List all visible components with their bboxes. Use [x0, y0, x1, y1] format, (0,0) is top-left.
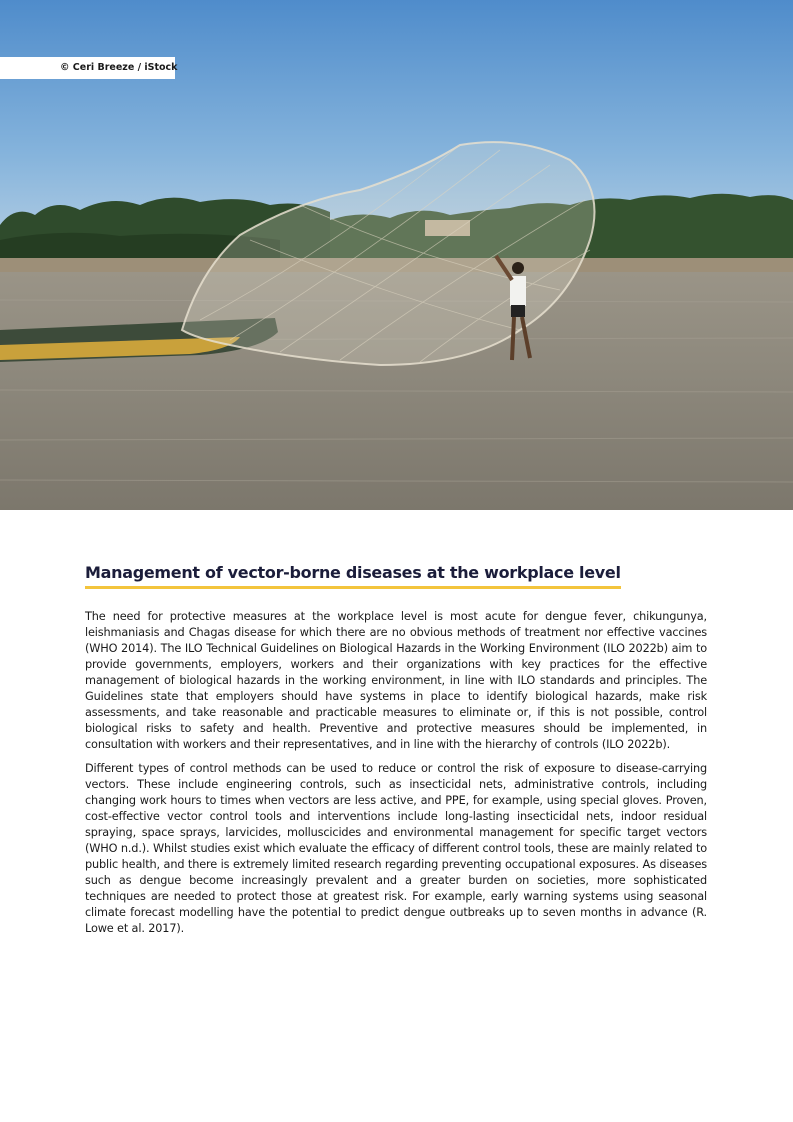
- header-photo: [0, 0, 793, 510]
- paragraph: Different types of control methods can be used to reduce or control the risk of exposure to disease-carrying vectors. These include engineering controls, such as insecticidal nets, administrative controls, including changing work hours to times when vectors are less active, and PPE, for example, using special gloves. Proven, cost-effective vector control tools and interventions include long-lasting insecticidal nets, indoor residual spraying, space sprays, larvicides, molluscicides and environmental management for specific target vectors (WHO n.d.). Whilst studies exist which evaluate the efficacy of different control tools, these are mainly related to public health, and there is extremely limited research regarding preventing occupational exposures. As diseases such as dengue become increasingly prevalent and a greater burden on societies, more sophisticated techniques are needed to protect those at greatest risk. For example, early warning systems using seasonal climate forecast modelling have the potential to predict dengue outbreaks up to seven months in advance (R. Lowe et al. 2017).: [85, 762, 707, 935]
- photo-credit: © Ceri Breeze / iStock: [0, 57, 175, 79]
- section-heading: Management of vector-borne diseases at the workplace level: [85, 560, 621, 589]
- article-body: [85, 609, 707, 945]
- paragraph: The need for protective measures at the workplace level is most acute for dengue fever, chikungunya, leishmaniasis and Chagas disease for which there are no obvious methods of treatment nor effective vaccines (WHO 2014). The ILO Technical Guidelines on Biological Hazards in the Working Environment (ILO 2022b) aim to provide governments, employers, workers and their organizations with key practices for the effective management of biological hazards in the working environment, in line with ILO standards and principles. The Guidelines state that employers should have systems in place to identify biological hazards, make risk assessments, and take reasonable and practicable measures to eliminate or, if this is not possible, control biological risks to safety and health. Preventive and protective measures should be implemented, in consultation with workers and their representatives, and in line with the hierarchy of controls (ILO 2022b).: [85, 610, 707, 751]
